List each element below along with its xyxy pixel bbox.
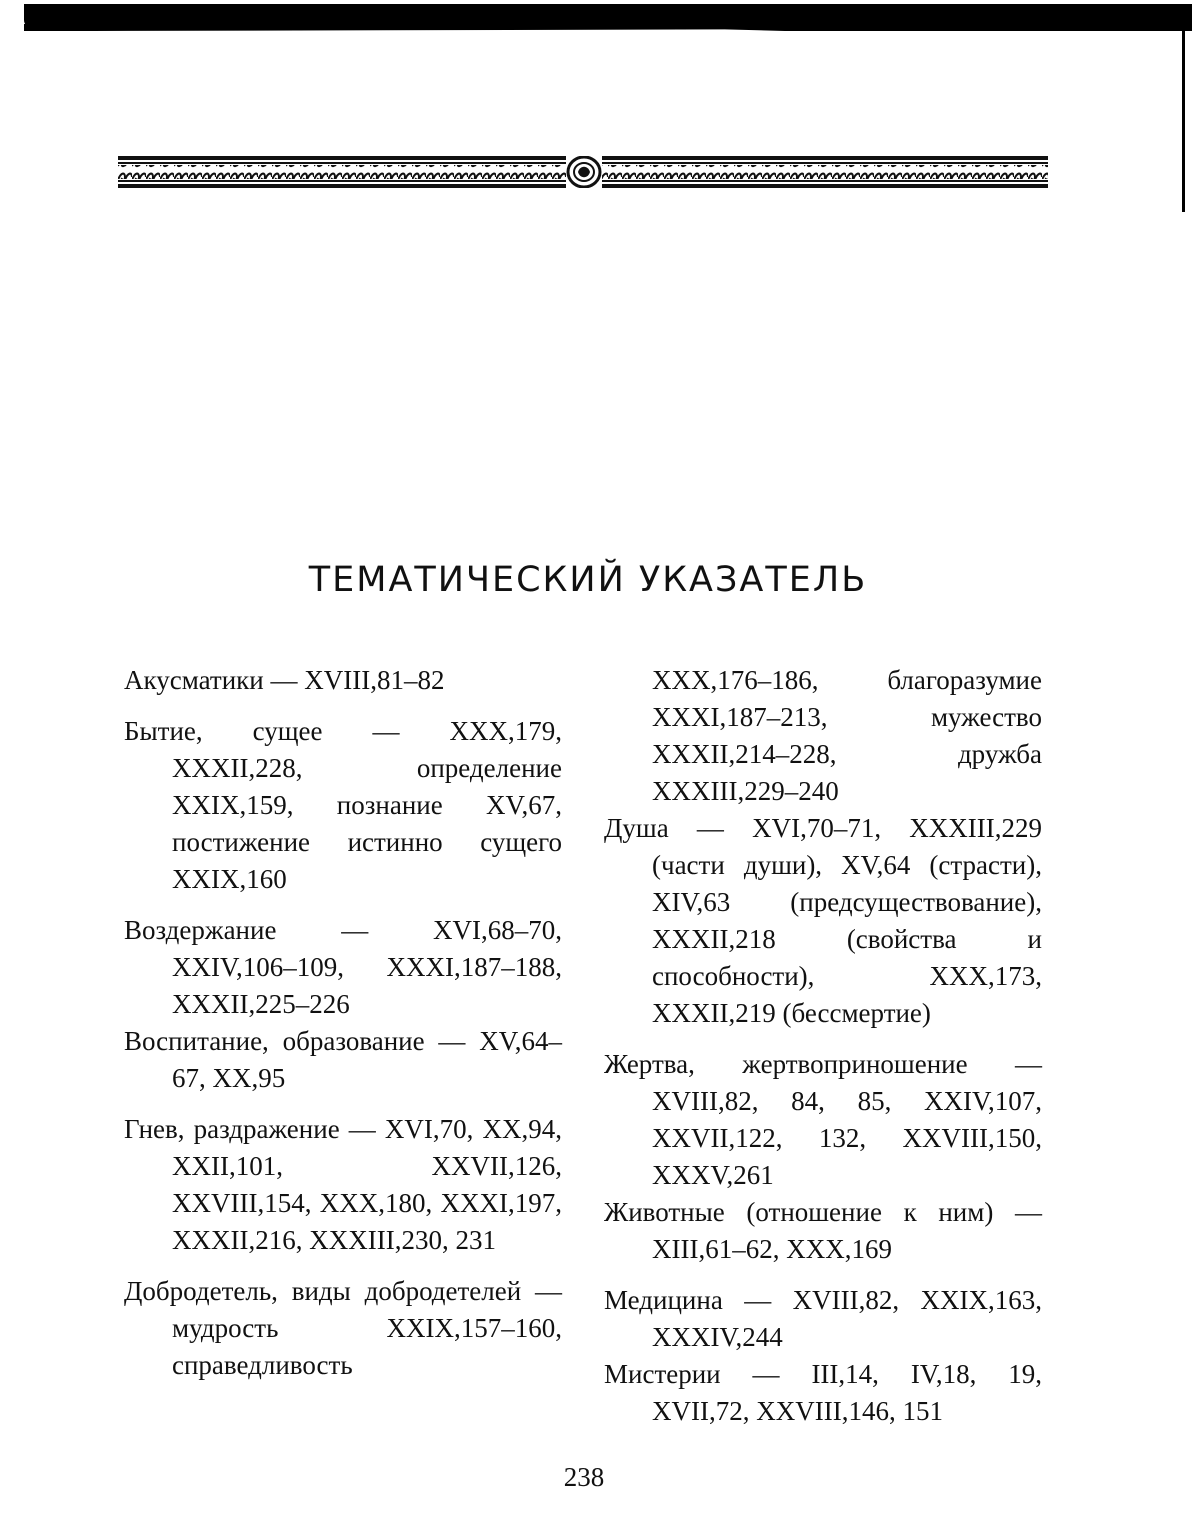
right-column bbox=[604, 662, 1042, 1430]
index-entry: Жертва, жертвоприношение — XVIII,82, 84, 85, XXIV,107, XXVII,122, 132, XXVIII,150, XXXV,261 bbox=[604, 1049, 1042, 1190]
index-entry: Животные (отношение к ним) — XIII,61–62, XXX,169 bbox=[604, 1197, 1042, 1264]
index-entry: Медицина — XVIII,82, XXIX,163, XXXIV,244 bbox=[604, 1285, 1042, 1352]
page-edge-line bbox=[1182, 30, 1185, 212]
index-entry: Мистерии — III,14, IV,18, 19, XVII,72, XXVIII,146, 151 bbox=[604, 1359, 1042, 1426]
ornamental-divider bbox=[118, 156, 1048, 188]
index-title: ТЕМАТИЧЕСКИЙ УКАЗАТЕЛЬ bbox=[308, 560, 868, 600]
page-number: 238 bbox=[563, 1462, 605, 1492]
index-entry: Воспитание, образование — XV,64–67, XX,95 bbox=[124, 1026, 562, 1093]
top-bar-shadow bbox=[24, 24, 1192, 42]
index-entry: Добродетель, виды добродетелей — мудрость XXIX,157–160, справедливость bbox=[124, 1276, 562, 1380]
index-entry: Бытие, сущее — XXX,179, XXXII,228, определение XXIX,159, познание XV,67, постижение истинно сущего XXIX,160 bbox=[124, 716, 562, 894]
index-entry-continuation: XXX,176–186, благоразумие XXXI,187–213, мужество XXXII,214–228, дружба XXXIII,229–240 bbox=[652, 665, 1042, 806]
index-entry: Воздержание — XVI,68–70, XXIV,106–109, XXXI,187–188, XXXII,225–226 bbox=[124, 915, 562, 1019]
index-entry: Акусматики — XVIII,81–82 bbox=[124, 665, 445, 695]
index-entry: Гнев, раздражение — XVI,70, XX,94, XXII,101, XXVII,126, XXVIII,154, XXX,180, XXXI,197, XXXII,216, XXXIII,230, 231 bbox=[124, 1114, 562, 1255]
left-column bbox=[124, 662, 562, 1384]
index-entry: Душа — XVI,70–71, XXXIII,229 (части души), XV,64 (страсти), XIV,63 (предсуществование), XXXII,218 (свойства и способности), XXX,173, XXXII,219 (бессмертие) bbox=[604, 813, 1042, 1028]
